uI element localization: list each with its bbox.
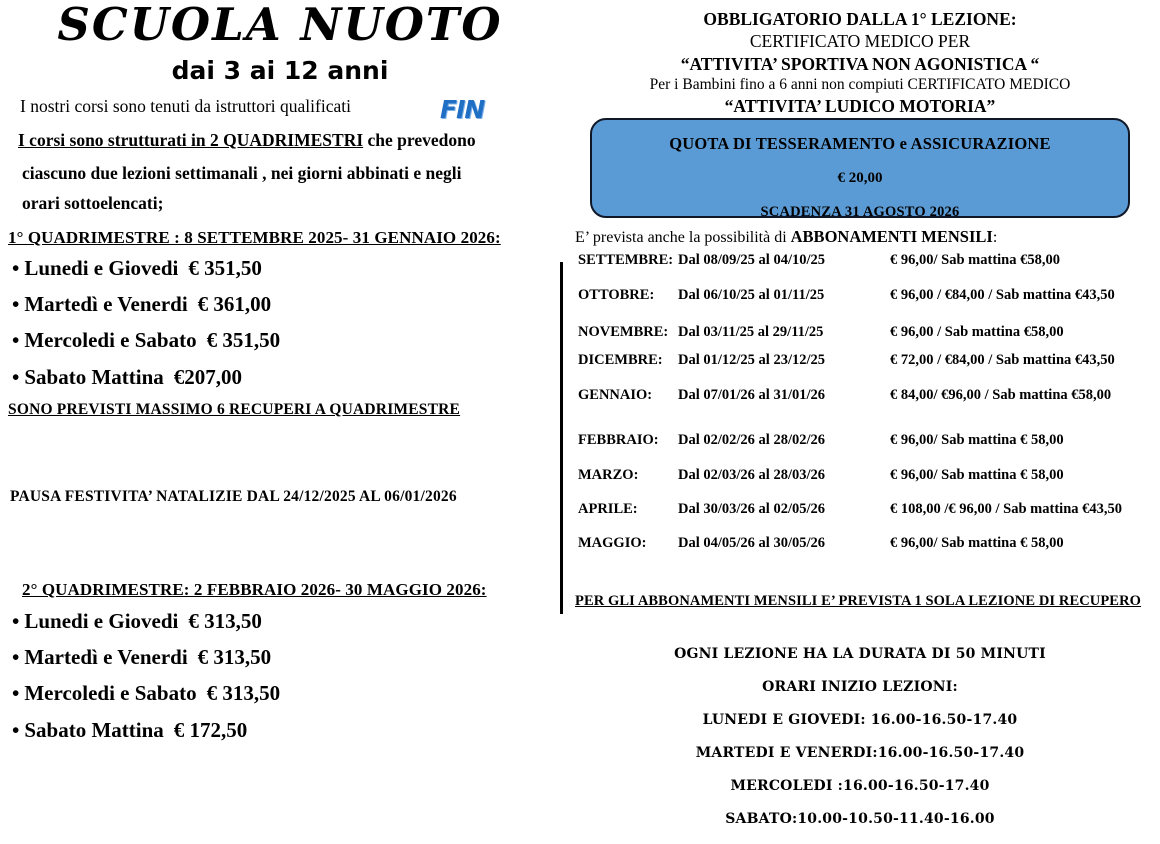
medical-line-3: “ATTIVITA’ SPORTIVA NON AGONISTICA “	[680, 53, 1040, 74]
bullet-icon: •	[12, 256, 20, 280]
price-row-days: Sabato Mattina	[24, 365, 164, 389]
page-title: SCUOLA NUOTO	[57, 0, 503, 51]
month-dates: Dal 08/09/25 al 04/10/25	[678, 252, 826, 268]
table-row	[560, 432, 1160, 452]
month-dates: Dal 07/01/26 al 31/01/26	[678, 387, 826, 403]
month-dates: Dal 04/05/26 al 30/05/26	[678, 535, 826, 551]
table-row	[560, 535, 1160, 555]
month-name: DICEMBRE:	[578, 352, 663, 368]
pausa-festivita-note: PAUSA FESTIVITA’ NATALIZIE DAL 24/12/2025 AL 06/01/2026	[10, 488, 457, 505]
month-name: APRILE:	[578, 501, 638, 517]
month-prices: € 96,00/ Sab mattina € 58,00	[890, 535, 1064, 551]
quadrimestre-1-header: 1° QUADRIMESTRE : 8 SETTEMBRE 2025- 31 GENNAIO 2026:	[8, 228, 501, 247]
table-row	[560, 467, 1160, 487]
month-prices: € 108,00 /€ 96,00 / Sab mattina €43,50	[890, 501, 1123, 517]
medical-line-2: CERTIFICATO MEDICO PER	[749, 31, 971, 52]
price-row-amount: € 351,50	[188, 256, 262, 280]
structure-line-3: orari sottoelencati;	[22, 193, 164, 213]
bullet-icon: •	[12, 681, 20, 705]
structure-line-1-underlined: I corsi sono strutturati in 2 QUADRIMESTRI	[18, 130, 364, 150]
month-prices: € 96,00 / €84,00 / Sab mattina €43,50	[890, 287, 1115, 303]
month-name: SETTEMBRE:	[578, 252, 674, 268]
bullet-icon: •	[12, 328, 20, 352]
month-prices: € 96,00/ Sab mattina € 58,00	[890, 432, 1064, 448]
intro-text: I nostri corsi sono tenuti da istruttori qualificati	[20, 96, 351, 116]
month-prices: € 84,00/ €96,00 / Sab mattina €58,00	[890, 387, 1112, 403]
bullet-icon: •	[12, 609, 20, 633]
table-row	[560, 387, 1160, 407]
recupero-mensile-note: PER GLI ABBONAMENTI MENSILI E’ PREVISTA 1 SOLA LEZIONE DI RECUPERO	[575, 593, 1142, 609]
month-name: NOVEMBRE:	[578, 324, 669, 340]
quadrimestre-2-header: 2° QUADRIMESTRE: 2 FEBBRAIO 2026- 30 MAGGIO 2026:	[22, 580, 487, 599]
table-row	[560, 324, 1160, 344]
bullet-icon: •	[12, 718, 20, 742]
abbonamenti-intro-suffix: :	[992, 229, 998, 246]
table-row	[560, 352, 1160, 372]
abbonamenti-intro	[575, 227, 997, 247]
price-row	[12, 365, 242, 390]
price-row-days: Martedì e Venerdi	[24, 645, 188, 669]
bullet-icon: •	[12, 645, 20, 669]
price-row-days: Lunedi e Giovedi	[24, 256, 179, 280]
tesseramento-box	[590, 118, 1130, 218]
recuperi-note: SONO PREVISTI MASSIMO 6 RECUPERI A QUADRIMESTRE	[8, 401, 461, 418]
structure-line-1	[18, 130, 476, 151]
month-dates: Dal 03/11/25 al 29/11/25	[678, 324, 824, 340]
month-prices: € 96,00 / Sab mattina €58,00	[890, 324, 1064, 340]
bullet-icon: •	[12, 365, 20, 389]
schedule-block	[560, 646, 1160, 844]
tesseramento-expiry: SCADENZA 31 AGOSTO 2026	[760, 204, 960, 220]
schedule-line: MERCOLEDI :16.00-16.50-17.40	[730, 778, 990, 794]
price-row-days: Sabato Mattina	[24, 718, 164, 742]
price-row-amount: € 313,50	[197, 645, 272, 669]
structure-line-1-rest: che prevedono	[363, 130, 476, 150]
medical-certificate-header	[560, 8, 1160, 117]
month-prices: € 96,00/ Sab mattina €58,00	[890, 252, 1060, 268]
tesseramento-title: QUOTA DI TESSERAMENTO e ASSICURAZIONE	[669, 134, 1051, 153]
month-name: OTTOBRE:	[578, 287, 655, 303]
price-row-amount: € 361,00	[197, 292, 272, 316]
month-dates: Dal 01/12/25 al 23/12/25	[678, 352, 826, 368]
price-row	[12, 718, 247, 743]
table-row	[560, 287, 1160, 307]
table-row	[560, 501, 1160, 521]
price-row	[12, 681, 280, 706]
table-row	[560, 252, 1160, 272]
price-row	[12, 645, 271, 670]
schedule-line: ORARI INIZIO LEZIONI:	[762, 679, 958, 695]
price-row-amount: € 172,50	[173, 718, 248, 742]
price-row-amount: € 351,50	[206, 328, 281, 352]
month-name: GENNAIO:	[578, 387, 653, 403]
schedule-line: SABATO:10.00-10.50-11.40-16.00	[725, 811, 995, 827]
month-name: MAGGIO:	[578, 535, 647, 551]
price-row-days: Mercoledi e Sabato	[24, 681, 197, 705]
price-row-amount: € 313,50	[206, 681, 281, 705]
month-prices: € 72,00 / €84,00 / Sab mattina €43,50	[890, 352, 1115, 368]
price-row	[12, 292, 271, 317]
price-row-days: Martedì e Venerdi	[24, 292, 188, 316]
month-dates: Dal 02/02/26 al 28/02/26	[678, 432, 826, 448]
price-row	[12, 609, 262, 634]
price-row-days: Lunedi e Giovedi	[24, 609, 179, 633]
schedule-line: OGNI LEZIONE HA LA DURATA DI 50 MINUTI	[674, 646, 1046, 662]
schedule-line: LUNEDI E GIOVEDI: 16.00-16.50-17.40	[702, 712, 1018, 728]
month-prices: € 96,00/ Sab mattina € 58,00	[890, 467, 1064, 483]
price-row-amount: €207,00	[173, 365, 243, 389]
left-column	[0, 0, 560, 820]
structure-line-2: ciascuno due lezioni settimanali , nei giorni abbinati e negli	[22, 163, 462, 183]
page-subtitle: dai 3 ai 12 anni	[171, 56, 389, 85]
tesseramento-amount: € 20,00	[837, 170, 883, 186]
medical-line-5: “ATTIVITA’ LUDICO MOTORIA”	[724, 96, 996, 116]
price-row-days: Mercoledi e Sabato	[24, 328, 197, 352]
bullet-icon: •	[12, 292, 20, 316]
medical-line-4: Per i Bambini fino a 6 anni non compiuti CERTIFICATO MEDICO	[649, 76, 1071, 94]
month-dates: Dal 06/10/25 al 01/11/25	[678, 287, 825, 303]
right-column	[560, 0, 1160, 827]
month-name: MARZO:	[578, 467, 639, 483]
month-dates: Dal 30/03/26 al 02/05/26	[678, 501, 826, 517]
schedule-line: MARTEDI E VENERDI:16.00-16.50-17.40	[695, 745, 1025, 761]
fin-logo: FIN	[440, 95, 485, 124]
abbonamenti-intro-prefix: E’ prevista anche la possibilità di	[575, 229, 791, 246]
month-name: FEBBRAIO:	[578, 432, 659, 448]
medical-line-1: OBBLIGATORIO DALLA 1° LEZIONE:	[703, 9, 1017, 29]
price-row-amount: € 313,50	[188, 609, 262, 633]
abbonamenti-intro-strong: ABBONAMENTI MENSILI	[790, 227, 993, 246]
price-row	[12, 328, 280, 353]
price-row	[12, 256, 262, 281]
month-dates: Dal 02/03/26 al 28/03/26	[678, 467, 826, 483]
